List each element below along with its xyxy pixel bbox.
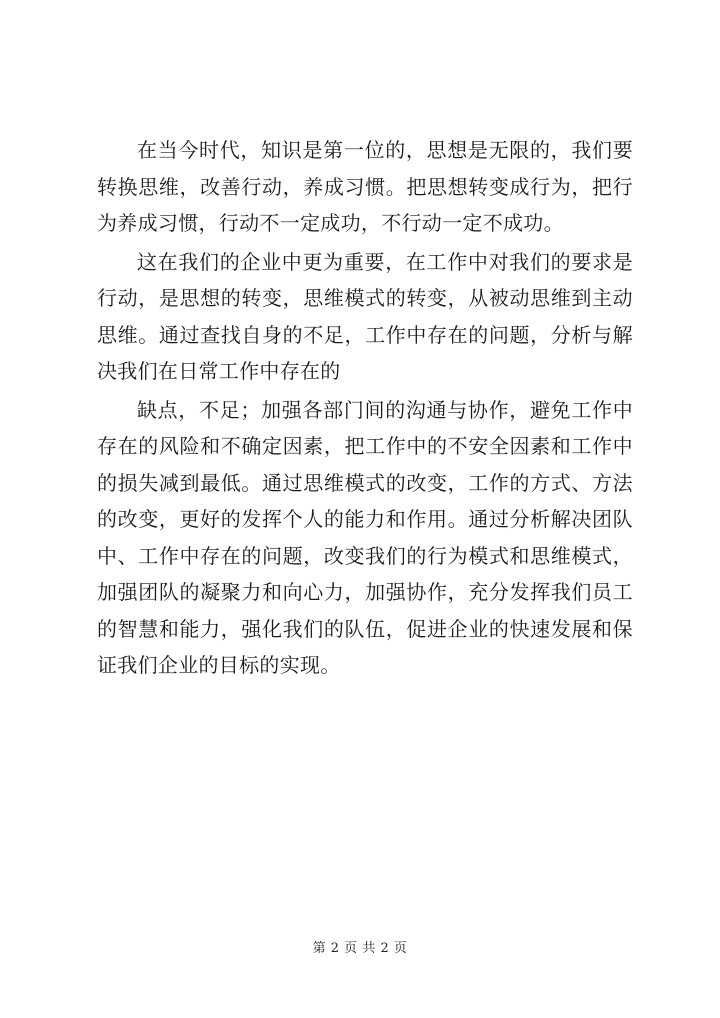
paragraph-2: 这在我们的企业中更为重要，在工作中对我们的要求是行动，是思想的转变，思维模式的转变，从被动思维到主动思维。通过查找自身的不足，工作中存在的问题，分析与解决我们在日常工作中存在的	[97, 249, 633, 383]
paragraph-3: 缺点，不足；加强各部门间的沟通与协作，避免工作中存在的风险和不确定因素，把工作中的不安全因素和工作中的损失减到最低。通过思维模式的改变，工作的方式、方法的改变，更好的发挥个人的能力和作用。通过分析解决团队中、工作中存在的问题，改变我们的行为模式和思维模式，加强团队的凝聚力和向心力，加强协作，充分发挥我们员工的智慧和能力，强化我们的队伍，促进企业的快速发展和保证我们企业的目标的实现。	[97, 397, 633, 677]
paragraph-1: 在当今时代，知识是第一位的，思想是无限的，我们要转换思维，改善行动，养成习惯。把思想转变成行为，把行为养成习惯，行动不一定成功，不行动一定不成功。	[97, 138, 633, 235]
page-footer: 第 2 页 共 2 页	[312, 941, 408, 956]
document-body	[97, 132, 633, 686]
